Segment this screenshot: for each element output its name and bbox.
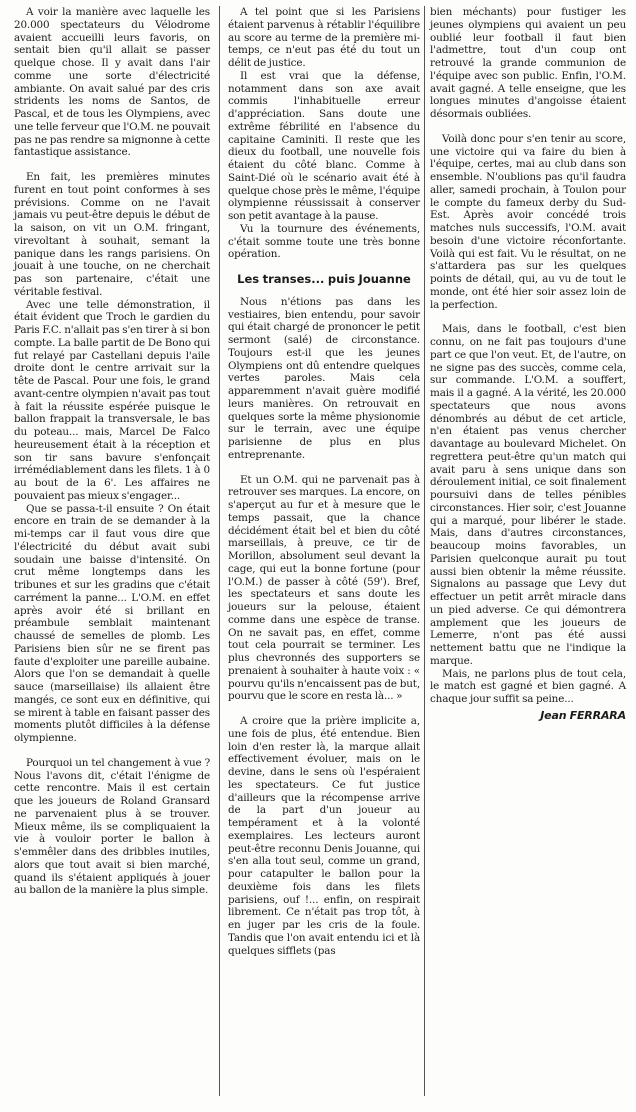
paragraph: Pourquoi un tel changement à vue ? Nous l'avons dit, c'était l'énigme de cette rencontre. Mais il est certain que les joueurs de Roland Gransard ne parvenaient plus à se trouver. Mieux même, ils se compliquaient la vie à vouloir porter le ballon à s'emmêler dans des dribbles inutiles, alors que tout avait si bien marché, quand ils s'étaient appliqués à jouer au ballon de la manière la plus simple. (14, 756, 210, 897)
paragraph: Que se passa-t-il ensuite ? On était encore en train de se demander à la mi-temps car il faut vous dire que l'électricité du début avait subi soudain une baisse d'intensité. On crut même longtemps dans les tribunes et sur les gradins que c'était carrément la panne... L'O.M. en effet après avoir été si brillant en préambule semblait maintenant chaussé de semelles de plomb. Les Parisiens bien sûr ne se firent pas faute d'exploiter une pareille aubaine. Alors que l'on se demandait à quelle sauce (marseillaise) ils allaient être mangés, ce sont eux en définitive, qui se mirent à table en faisant passer des moments plutôt difficiles à la défense olympienne. (14, 502, 210, 744)
paragraph: A voir la manière avec laquelle les 20.000 spectateurs du Vélodrome avaient accueilli leurs favoris, on sentait bien qu'il allait se passer quelque chose. Il y avait dans l'air comme une sorte d'électricité ambiante. On avait salué par des cris stridents les noms de Santos, de Pascal, et de tous les Olympiens, avec une telle ferveur que l'O.M. ne pouvait pas ne pas rendre sa mignonne à cette fantastique assistance. (14, 6, 210, 159)
article-column-2 (228, 6, 420, 957)
section-subheading: Les transes... puis Jouanne (237, 272, 411, 286)
paragraph: Mais, ne parlons plus de tout cela, le match est gagné et bien gagné. A chaque jour suffit sa peine... (430, 667, 626, 705)
paragraph: A tel point que si les Parisiens étaient parvenus à rétablir l'équilibre au score au terme de la première mi-temps, ce n'eut pas été du tout un délit de justice. (228, 6, 420, 69)
paragraph: Avec une telle démonstration, il était évident que Troch le gardien du Paris F.C. n'allait pas s'en tirer à si bon compte. La balle partit de De Bono qui fut relayé par Castellani depuis l'aile droite dont le centre arrivait sur la tête de Pascal. Pour une fois, le grand avant-centre olympien n'avait pas tout à fait la réussite espérée puisque le ballon frappait la transversale, le bas du poteau... mais, Marcel De Falco heureusement était à la réception et son tir sans bavure s'enfonçait irrémédiablement dans les filets. 1 à 0 au bout de la 6'. Les affaires ne pouvaient pas mieux s'engager... (14, 298, 210, 502)
column-rule (219, 6, 220, 1096)
column-rule (424, 6, 425, 1096)
newspaper-article (4, 6, 632, 1106)
paragraph: Vu la tournure des événements, c'était somme toute une très bonne opération. (228, 222, 420, 261)
paragraph: En fait, les premières minutes furent en tout point conformes à ses prévisions. Comme on ne l'avait jamais vu peut-être depuis le début de la saison, on vit un O.M. fringant, virevoltant à souhait, semant la panique dans les rangs parisiens. On jouait à une touche, on ne cherchait pas son partenaire, c'était une véritable festival. (14, 171, 210, 298)
paragraph: A croire que la prière implicite a, une fois de plus, été entendue. Bien loin d'en rester là, la marque allait effectivement évoluer, mais on le devine, dans le sens où l'espéraient les spectateurs. Ce fut justice d'ailleurs que la récompense arrive de la part d'un joueur au tempérament et à la volonté exemplaires. Les lecteurs auront peut-être reconnu Denis Jouanne, qui s'en alla tout seul, comme un grand, pour catapulter le ballon pour la deuxième fois dans les filets parisiens, ouf !... enfin, on respirait librement. Ce n'était pas trop tôt, à en juger par les cris de la foule. Tandis que l'on avait entendu ici et là quelques sifflets (pas (228, 715, 420, 957)
paragraph: Et un O.M. qui ne parvenait pas à retrouver ses marques. La encore, on s'aperçut au fur et à mesure que le temps passait, que la chance décidément était bel et bien du côté marseillais, à preuve, ce tir de Morillon, absolument seul devant la cage, qui eut la bonne fortune (pour l'O.M.) de passer à côté (59'). Bref, les spectateurs et sans doute les joueurs sur la pelouse, étaient comme dans une espèce de transe. On ne savait pas, en effet, comme tout cela pourrait se terminer. Les plus chevronnés des supporters se prenaient à souhaiter à haute voix : « pourvu qu'ils n'encaissent pas de but, pourvu que le score en resta là... » (228, 473, 420, 703)
article-column-1 (14, 6, 210, 897)
paragraph: Il est vrai que la défense, notamment dans son axe avait commis l'inhabituelle erreur d'appréciation. Sans doute une extrême fébrilité en l'absence du capitaine Caminiti. Il reste que les dieux du football, une nouvelle fois étaient du côté blanc. Comme à Saint-Dié où le scénario avait été à quelque chose près le même, l'équipe olympienne réussissait à conserver son petit avantage à la pause. (228, 69, 420, 222)
author-signature: Jean FERRARA (540, 708, 626, 722)
paragraph: Nous n'étions pas dans les vestiaires, bien entendu, pour savoir qui était chargé de prononcer le petit sermont (salé) de circonstance. Toujours est-il que les jeunes Olympiens ont dû entendre quelques vertes paroles. Mais cela apparemment n'avait guère modifié leurs manières. On retrouvait en quelques sorte la même physionomie sur le terrain, avec une équipe parisienne de plus en plus entreprenante. (228, 295, 420, 461)
paragraph: Mais, dans le football, c'est bien connu, on ne fait pas toujours d'une part ce que l'on veut. Et, de l'autre, on ne signe pas des succès, comme cela, sur commande. L'O.M. a souffert, mais il a gagné. A la vérité, les 20.000 spectateurs que nous avons dénombrés au début de cet article, n'en étaient pas venus chercher davantage au boulevard Michelet. On regrettera peut-être qu'un match qui avait paru à sens unique dans son déroulement initial, ce soit finalement poursuivi dans de telles pénibles circonstances. Hier soir, c'est Jouanne qui a marqué, pour libérer le stade. Mais, dans d'autres circonstances, beaucoup moins favorables, un Parisien quelconque aurait pu tout aussi bien obtenir la même réussite. Signalons au passage que Levy dut effectuer un petit arrêt miracle dans un pied adverse. Ce qui démontrera amplement que les joueurs de Lemerre, n'ont pas été aussi nettement battu que ne l'indique la marque. (430, 323, 626, 667)
paragraph: Voilà donc pour s'en tenir au score, une victoire qui va faire du bien à l'équipe, certes, mai au club dans son ensemble. N'oublions pas qu'il faudra aller, samedi prochain, à Toulon pour le compte du fameux derby du Sud-Est. Après avoir concédé trois matches nuls successifs, l'O.M. avait besoin d'une victoire réconfortante. Voilà qui est fait. Vu le résultat, on ne s'attardera pas sur les quelques points de détail, qui, au vu de tout le monde, ont été hier soir assez loin de la perfection. (430, 132, 626, 311)
article-column-3 (430, 6, 626, 723)
paragraph: bien méchants) pour fustiger les jeunes olympiens qui avaient un peu oublié leur football il faut bien l'admettre, tout d'un coup ont retrouvé la grande communion de l'équipe avec son public. Enfin, l'O.M. avait gagné. A telle enseigne, que les longues minutes d'angoisse étaient désormais oubliées. (430, 6, 626, 120)
